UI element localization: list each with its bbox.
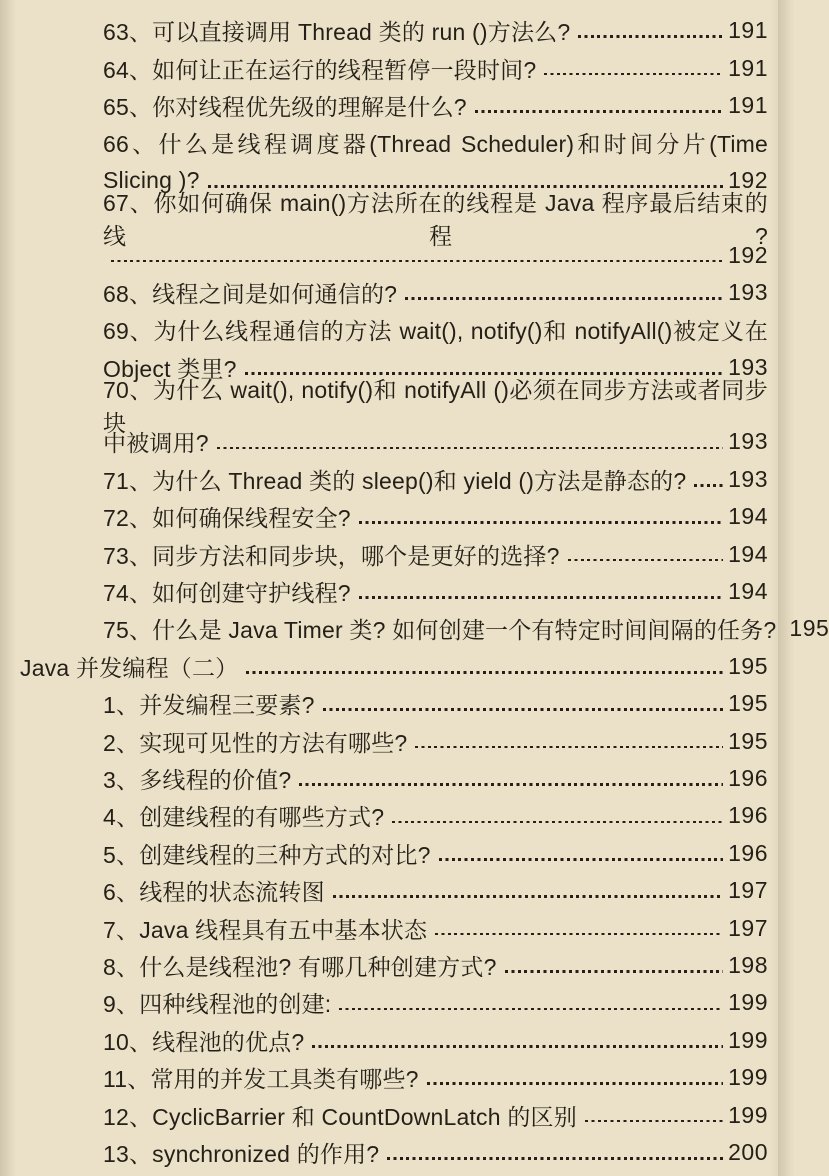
toc-row — [103, 1022, 768, 1059]
dot-leader — [568, 559, 724, 562]
toc-entry-text: 5、创建线程的三种方式的对比? — [103, 841, 431, 868]
dot-leader — [333, 895, 723, 898]
toc-entry-text: 63、可以直接调用 Thread 类的 run ()方法么? — [103, 19, 571, 46]
dot-leader — [439, 858, 724, 861]
toc-entry-text: 67、你如何确保 main()方法所在的线程是 Java 程序最后结束的线程? — [103, 189, 768, 249]
toc-row — [103, 984, 768, 1021]
toc-row — [103, 573, 768, 610]
toc-row — [20, 648, 768, 685]
toc-row — [103, 797, 768, 834]
dot-leader — [505, 970, 724, 973]
page-number: 191 — [728, 54, 768, 81]
toc-row — [103, 872, 768, 909]
toc-row — [103, 189, 768, 249]
toc-entry-text: 7、Java 线程具有五中基本状态 — [103, 916, 428, 943]
dot-leader — [359, 521, 723, 524]
toc-row — [103, 947, 768, 984]
toc-entry-text: 1、并发编程三要素? — [103, 692, 315, 719]
page-number: 195 — [728, 652, 768, 679]
dot-leader — [435, 933, 723, 936]
toc-entry-text: 12、CyclicBarrier 和 CountDownLatch 的区别 — [103, 1103, 577, 1130]
toc-row — [103, 274, 768, 311]
toc-row — [103, 124, 768, 161]
toc-entry-text: 71、为什么 Thread 类的 sleep()和 yield ()方法是静态的? — [103, 467, 687, 494]
page-number: 193 — [728, 428, 768, 455]
toc-entry-text: 74、如何创建守护线程? — [103, 580, 351, 607]
toc-entry-text: 2、实现可见性的方法有哪些? — [103, 729, 408, 756]
page-number: 199 — [728, 1101, 768, 1128]
dot-leader — [387, 1157, 723, 1160]
dot-leader — [208, 185, 724, 188]
toc-entry-text: 13、synchronized 的作用? — [103, 1140, 380, 1167]
toc-entry-text: 65、你对线程优先级的理解是什么? — [103, 93, 467, 120]
dot-leader — [312, 1045, 723, 1048]
dot-leader — [585, 1120, 723, 1123]
page-number: 199 — [728, 1064, 768, 1091]
dot-leader — [339, 1008, 723, 1011]
toc-row — [103, 87, 768, 124]
page-number: 196 — [728, 802, 768, 829]
toc-entry-text: 10、线程池的优点? — [103, 1028, 305, 1055]
toc-entry-text: 72、如何确保线程安全? — [103, 505, 351, 532]
toc-row — [103, 376, 768, 436]
dot-leader — [245, 372, 723, 375]
dot-leader — [694, 484, 723, 487]
toc-row — [103, 685, 768, 722]
toc-entry-text: 8、什么是线程池? 有哪几种创建方式? — [103, 953, 497, 980]
toc-row — [103, 722, 768, 759]
toc-row — [103, 1134, 768, 1171]
page-number: 196 — [728, 765, 768, 791]
toc-row — [103, 311, 768, 348]
toc-entry-text: 11、常用的并发工具类有哪些? — [103, 1066, 419, 1093]
toc-entry-text: 中被调用? — [103, 430, 209, 457]
toc-entry-text: 75、什么是 Java Timer 类? 如何创建一个有特定时间间隔的任务? — [103, 617, 777, 644]
page-number: 199 — [728, 1026, 768, 1053]
dot-leader — [217, 447, 723, 450]
dot-leader — [578, 35, 723, 38]
dot-leader — [392, 821, 723, 824]
toc-entry-text: 73、同步方法和同步块，哪个是更好的选择? — [103, 542, 560, 569]
page-number: 198 — [728, 951, 768, 978]
page-number: 193 — [728, 353, 768, 380]
page-number: 195 — [789, 615, 829, 642]
dot-leader — [299, 783, 723, 786]
toc-row — [103, 498, 768, 535]
toc-entry-text: 4、创建线程的有哪些方式? — [103, 804, 385, 831]
dot-leader — [427, 1082, 723, 1085]
page-number: 194 — [728, 540, 768, 567]
dot-leader — [415, 746, 723, 749]
page-number: 195 — [728, 727, 768, 754]
toc-row — [103, 535, 768, 572]
toc-row — [103, 1096, 768, 1133]
toc-row — [103, 909, 768, 946]
toc-entry-text: 9、四种线程池的创建: — [103, 991, 332, 1018]
page-number: 191 — [728, 91, 768, 118]
dot-leader — [323, 708, 724, 711]
toc-entry-text: 69、为什么线程通信的方法 wait(), notify()和 notifyAll()被定义在 — [103, 318, 768, 345]
toc-row — [103, 1059, 768, 1096]
toc-row — [103, 835, 768, 872]
page-number: 199 — [728, 989, 768, 1016]
dot-leader — [544, 73, 723, 76]
toc-row — [103, 610, 829, 647]
page-number: 194 — [728, 578, 768, 605]
page-number: 196 — [728, 839, 768, 866]
toc-entry-text: 70、为什么 wait(), notify()和 notifyAll ()必须在同步方法或者同步块 — [103, 376, 768, 436]
toc-entry-text: 6、线程的状态流转图 — [103, 879, 325, 906]
page-number: 192 — [728, 241, 768, 268]
toc-entry-text: 3、多线程的价值? — [103, 767, 292, 793]
toc-row — [103, 461, 768, 498]
toc-row — [103, 760, 768, 797]
page-number: 192 — [728, 166, 768, 193]
page-number: 197 — [728, 914, 768, 941]
toc-entry-text: Slicing )? — [103, 166, 200, 193]
page-number: 193 — [728, 465, 768, 492]
toc-entry-text: 64、如何让正在运行的线程暂停一段时间? — [103, 56, 537, 83]
page-number: 191 — [728, 17, 768, 44]
dot-leader — [475, 110, 723, 113]
toc-entry-text: Java 并发编程（二） — [20, 654, 239, 681]
page-number: 197 — [728, 877, 768, 904]
dot-leader — [111, 260, 723, 263]
dot-leader — [405, 297, 723, 300]
page-number: 200 — [728, 1138, 768, 1165]
toc-row — [103, 12, 768, 49]
dot-leader — [246, 671, 723, 674]
toc-entry-text: Object 类里? — [103, 355, 237, 382]
toc-entry-text: 66、什么是线程调度器(Thread Scheduler)和时间分片(Time — [103, 131, 768, 158]
toc-row — [103, 49, 768, 86]
toc-entry-text: 68、线程之间是如何通信的? — [103, 280, 398, 307]
page-number: 193 — [728, 278, 768, 305]
dot-leader — [359, 596, 723, 599]
page-number: 195 — [728, 690, 768, 717]
page-number: 194 — [728, 503, 768, 530]
